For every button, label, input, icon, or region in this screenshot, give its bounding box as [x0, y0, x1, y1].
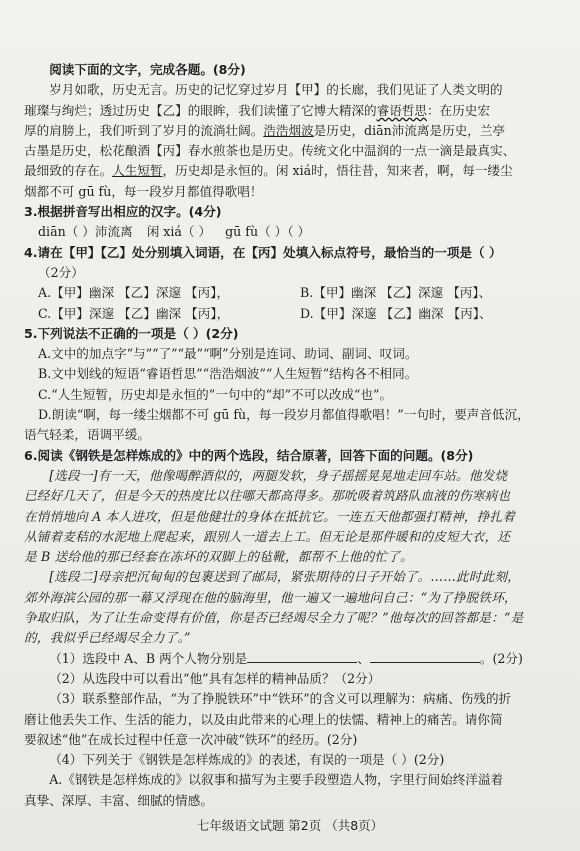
- excerpt-line: [选段一]有一天，他像喝醉酒似的，两腿发软，身子摇摇晃晃地走回车站。他发烧: [49, 467, 508, 483]
- excerpt-line: 从铺着麦秸的水泥地上爬起来，跟别人一道去上工。但无论是那件暖和的皮短大衣，还: [24, 528, 511, 544]
- sub-question-1: （1）选段中 A、B 两个人物分别是 、 。(2分): [49, 650, 523, 666]
- sub-question-4-option: A.《钢铁是怎样炼成的》以叙事和描写为主要手段塑造人物，字里行间始终洋溢着: [49, 772, 504, 788]
- question-6-title: 6.阅读《钢铁是怎样炼成的》中的两个选段，结合原著，回答下面的问题。(8分): [24, 447, 474, 463]
- option: D.【甲】深邃 【乙】幽深 【丙】、: [300, 305, 492, 321]
- excerpt-line: 在悄悄地向 A 本人进攻，但是他健壮的身体在抵抗它。一连五天他都强打精神，挣扎着: [24, 508, 516, 524]
- sub-question-4-option: 真挚、深厚、丰富、细腻的情感。: [24, 792, 213, 808]
- option: C.“人生短暂，历史却是永恒的”一句中的“却”不可以改成“也”。: [38, 386, 393, 402]
- excerpt-line: 的，我似乎已经竭尽全力了。”: [24, 630, 191, 646]
- section-heading: 阅读下面的文字，完成各题。(8分): [49, 62, 246, 77]
- passage-line: 璀璨与绚烂；透过历史【乙】的眼眸，我们读懂了它博大精深的睿语哲思：在历史宏: [24, 102, 490, 118]
- sub-question-2: （2）从选段中可以看出“他”具有怎样的精神品质？（2分）: [49, 670, 381, 686]
- question-3-items: diān（ ）沛流离 闲 xiá（ ） gū fù（ ）（ ）: [38, 224, 311, 240]
- page-footer: 七年级语文试题 第2页 （共8页）: [196, 818, 384, 833]
- passage-line: 厚的肩膀上，我们听到了岁月的流淌壮阔。浩浩烟波是历史，diān沛流离是历史，兰亭: [24, 122, 506, 138]
- underlined-phrase: 人生短暂: [112, 163, 163, 179]
- option: A.文中的加点字“与”“了”“最”“啊”分别是连词、助词、副词、叹词。: [38, 346, 418, 362]
- page-content: [24, 60, 566, 811]
- option-continued: 语气轻柔，语调平缓。: [24, 427, 150, 443]
- passage-line: 岁月如歌，历史无言。历史的记忆穿过岁月【甲】的长廊，我们见证了人类文明的: [49, 82, 503, 98]
- question-4-options-row: [24, 283, 566, 303]
- excerpt-line: 已经好几天了，但是今天的热度比以往哪天都高得多。那吮吸着筑路队血液的伤寒病也: [24, 488, 511, 504]
- underlined-phrase: 浩浩烟波: [263, 122, 314, 138]
- excerpt-line: 争取归队，为了让生命变得有价值，你是否已经竭尽全力了呢？”他每次的回答都是：“是: [24, 610, 524, 626]
- option: A.【甲】幽深 【乙】深邃 【丙】，: [38, 285, 230, 301]
- option: B.【甲】幽深 【乙】深邃 【丙】、: [300, 285, 492, 301]
- passage-line: 古墨是历史，松花酿酒【丙】春水煎茶也是历史。传统文化中温润的一点一滴是最真实、: [24, 143, 516, 159]
- option: D.朗读“啊，每一缕尘烟都不可 gū fù，每一段岁月都值得歌唱！”一句时，要声音低沉，: [38, 407, 530, 423]
- underlined-phrase: 睿语哲思: [376, 102, 427, 118]
- excerpt-line: [选段二]母亲把沉甸甸的包裹送到了邮局，紧张期待的日子开始了。……此时此刻，: [49, 569, 520, 585]
- sub-question-3-line: 要叙述“他”在成长过程中任意一次冲破“铁环”的经历。(2分): [24, 731, 358, 747]
- excerpt-line: 郊外海滨公园的那一幕又浮现在他的脑海里，他一遍又一遍地问自己：“为了挣脱铁环，: [24, 589, 517, 605]
- answer-blank[interactable]: [247, 650, 357, 663]
- question-4-options-row: [24, 304, 566, 324]
- question-3-title: 3.根据拼音写出相应的汉字。(4分): [24, 204, 222, 220]
- sub-question-3-line: （3）联系整部作品，“为了挣脱铁环”中“铁环”的含义可以理解为：病痛、伤残的折: [49, 691, 512, 707]
- passage-line: 烟都不可 gū fù，每一段岁月都值得歌唱！: [24, 183, 263, 199]
- excerpt-line: 是 B 送给他的那已经套在冻坏的双脚上的毡靴，都帮不上他的忙了。: [24, 549, 413, 565]
- question-4-score: （2分）: [38, 264, 84, 280]
- answer-blank[interactable]: [370, 650, 480, 663]
- passage-line: 最细致的存在。人生短暂，历史却是永恒的。闲 xiá时，悟往昔，知来者，啊，每一缕尘: [24, 163, 513, 179]
- question-4-title: 4.请在【甲】【乙】处分别填入词语，在【丙】处填入标点符号，最恰当的一项是（ ）: [24, 244, 502, 260]
- option: B.文中划线的短语“睿语哲思”“浩浩烟波”“人生短暂”结构各不相同。: [38, 366, 418, 382]
- sub-question-3-line: 磨让他丢失工作、生活的能力，以及由此带来的心理上的怯懦、精神上的痛苦。请你简: [24, 711, 503, 727]
- option: C.【甲】深邃 【乙】幽深 【丙】，: [38, 305, 230, 321]
- sub-question-4: （4）下列关于《钢铁是怎样炼成的》的表述，有误的一项是（ ）(2分): [49, 752, 445, 768]
- question-5-title: 5.下列说法不正确的一项是（ ）(2分): [24, 325, 239, 341]
